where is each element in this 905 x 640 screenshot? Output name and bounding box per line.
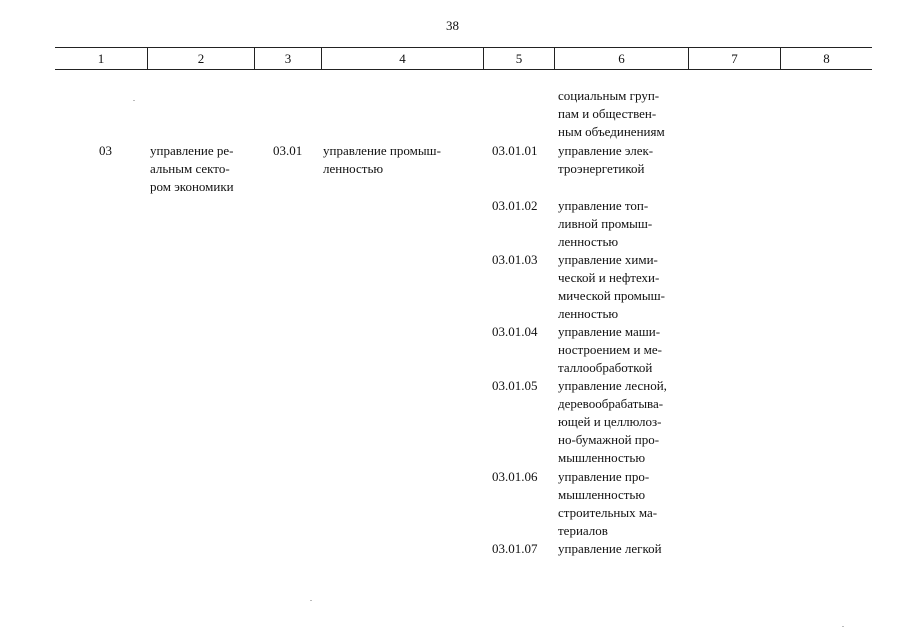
column-header-6: 6 bbox=[618, 51, 625, 66]
cell-item-code: 03.01.01 bbox=[492, 143, 538, 158]
cell-col6-continuation: социальным груп- пам и обществен- ным объединениям bbox=[558, 88, 665, 139]
column-header-5: 5 bbox=[515, 51, 523, 66]
cell-item-code: 03.01.07 bbox=[492, 541, 538, 556]
cell-subsection-name: управление промыш- ленностью bbox=[323, 143, 441, 176]
column-header-2: 2 bbox=[197, 51, 205, 66]
scan-speck bbox=[842, 626, 844, 627]
cell-item-name: управление про- мышленностью строительных ма- териалов bbox=[558, 469, 658, 538]
cell-item-name: управление элек- троэнергетикой bbox=[558, 143, 654, 176]
cell-item-code: 03.01.05 bbox=[492, 378, 538, 393]
cell-section-code: 03 bbox=[99, 143, 112, 158]
scan-speck bbox=[133, 100, 135, 101]
cell-item-name: управление легкой bbox=[558, 541, 662, 556]
column-header-8: 8 bbox=[823, 51, 830, 66]
cell-subsection-code: 03.01 bbox=[273, 143, 303, 158]
column-header-7: 7 bbox=[731, 51, 738, 66]
cell-item-name: управление маши- ностроением и ме- таллообработкой bbox=[558, 324, 663, 375]
cell-item-code: 03.01.06 bbox=[492, 469, 538, 484]
scan-speck bbox=[310, 600, 312, 601]
column-header-1: 1 bbox=[97, 51, 105, 66]
cell-item-code: 03.01.04 bbox=[492, 324, 538, 339]
column-header-3: 3 bbox=[284, 51, 292, 66]
cell-item-code: 03.01.03 bbox=[492, 252, 538, 267]
cell-section-name: управление ре- альным секто- ром экономики bbox=[150, 143, 234, 194]
page-number: 38 bbox=[446, 18, 459, 33]
table-header-row bbox=[55, 47, 872, 70]
column-header-4: 4 bbox=[399, 51, 406, 66]
cell-item-name: управление хими- ческой и нефтехи- мической промыш- ленностью bbox=[558, 252, 665, 321]
cell-item-name: управление лесной, деревообрабатыва- ющей и целлюлоз- но-бумажной про- мышленностью bbox=[558, 378, 667, 465]
cell-item-code: 03.01.02 bbox=[492, 198, 538, 213]
cell-item-name: управление топ- ливной промыш- ленностью bbox=[558, 198, 653, 249]
